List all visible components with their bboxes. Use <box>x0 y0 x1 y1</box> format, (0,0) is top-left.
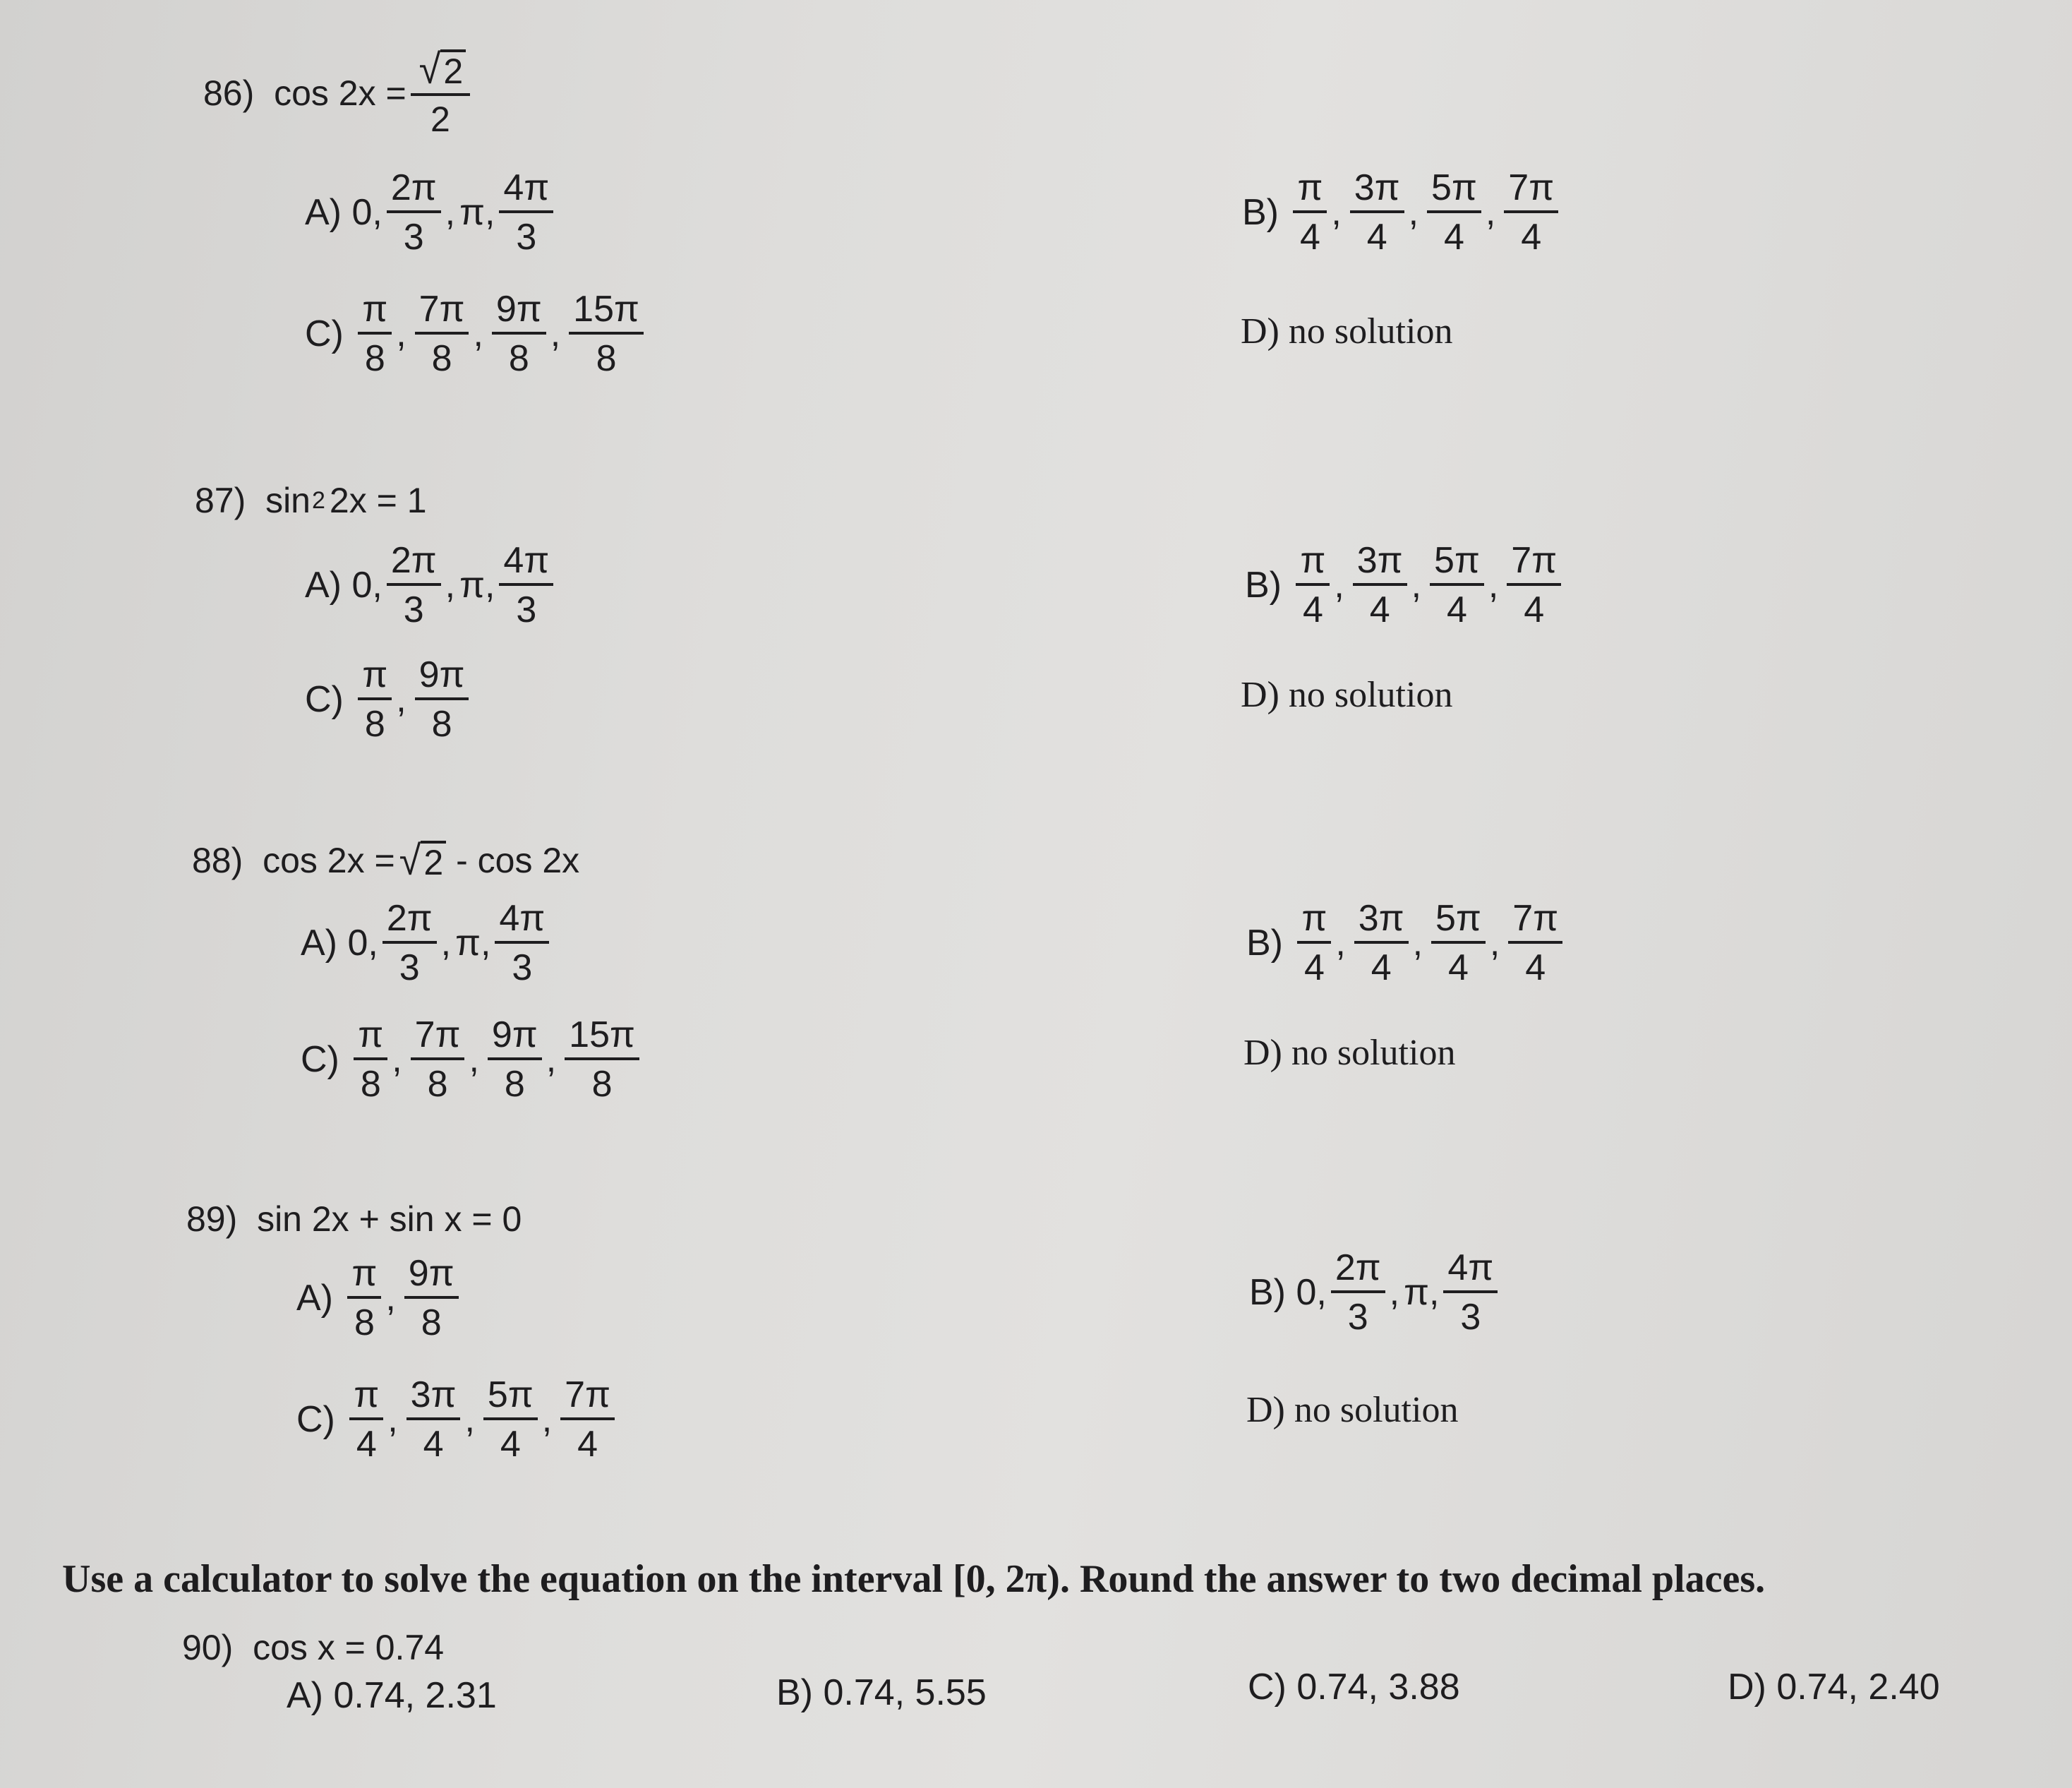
choice-90-b[interactable]: B) 0.74, 5.55 <box>776 1672 987 1713</box>
problem-89-stem: 89) sin 2x + sin x = 0 <box>186 1199 522 1239</box>
choice-87-c[interactable]: C) $\frac{\pi}{8}$ , $\frac{9\pi}{8}$ <box>305 656 473 743</box>
stem-fraction: √ 2 2 <box>411 49 471 137</box>
sqrt-symbol: √ 2 <box>419 49 466 89</box>
problem-number: 87) <box>195 481 246 520</box>
choice-89-a[interactable]: A) $\frac{\pi}{8}$ , $\frac{9\pi}{8}$ <box>296 1255 463 1341</box>
choice-88-d[interactable]: D) no solution <box>1243 1033 1456 1073</box>
choice-90-a[interactable]: A) 0.74, 2.31 <box>287 1675 497 1716</box>
problem-number: 90) <box>182 1628 234 1667</box>
problem-number: 86) <box>203 73 255 113</box>
stem-lhs: cos 2x = <box>274 73 406 113</box>
choice-87-d[interactable]: D) no solution <box>1241 675 1453 715</box>
choice-86-b[interactable]: B) $\frac{\pi}{4}$ , $\frac{3\pi}{4}$ , $\frac{5\pi}{4}$ , $\frac{7\pi}{4}$ <box>1242 169 1562 256</box>
choice-88-c[interactable]: C) $\frac{\pi}{8}$ , $\frac{7\pi}{8}$ , $\frac{9\pi}{8}$ , $\frac{15\pi}{8}$ <box>301 1016 644 1103</box>
choice-90-d[interactable]: D) 0.74, 2.40 <box>1728 1667 1940 1708</box>
choice-89-b[interactable]: B) 0, $\frac{2\pi}{3}$ , π, $\frac{4\pi}{3}$ <box>1249 1249 1502 1336</box>
choice-86-c[interactable]: C) $\frac{\pi}{8}$ , $\frac{7\pi}{8}$ , $\frac{9\pi}{8}$ , $\frac{15\pi}{8}$ <box>305 291 648 377</box>
problem-number: 88) <box>192 841 243 880</box>
choice-90-c[interactable]: C) 0.74, 3.88 <box>1248 1667 1460 1708</box>
problem-90-stem: 90) cos x = 0.74 <box>182 1628 445 1667</box>
problem-number: 89) <box>186 1199 238 1239</box>
sqrt-symbol: √ 2 <box>399 841 447 880</box>
choice-89-d[interactable]: D) no solution <box>1246 1390 1459 1430</box>
problem-88-stem: 88) cos 2x = √ 2 - cos 2x <box>192 836 580 884</box>
choice-88-b[interactable]: B) $\frac{\pi}{4}$ , $\frac{3\pi}{4}$ , $\frac{5\pi}{4}$ , $\frac{7\pi}{4}$ <box>1246 900 1567 986</box>
problem-86-stem <box>203 45 474 139</box>
choice-88-a[interactable]: A) 0, $\frac{2\pi}{3}$ , π, $\frac{4\pi}{3}$ <box>301 900 553 986</box>
problem-87-stem: 87) sin 2 2x = 1 <box>195 481 427 520</box>
choice-86-a[interactable]: A) 0, $\frac{2\pi}{3}$ , π, $\frac{4\pi}{3}$ <box>305 169 558 256</box>
section-instruction: Use a calculator to solve the equation on the interval [0, 2π). Round the answer to two decimal places. <box>62 1557 1766 1601</box>
choice-86-d[interactable]: D) no solution <box>1241 311 1453 352</box>
choice-87-b[interactable]: B) $\frac{\pi}{4}$ , $\frac{3\pi}{4}$ , $\frac{5\pi}{4}$ , $\frac{7\pi}{4}$ <box>1245 542 1565 628</box>
choice-87-a[interactable]: A) 0, $\frac{2\pi}{3}$ , π, $\frac{4\pi}{3}$ <box>305 542 558 628</box>
choice-89-c[interactable]: C) $\frac{\pi}{4}$ , $\frac{3\pi}{4}$ , $\frac{5\pi}{4}$ , $\frac{7\pi}{4}$ <box>296 1376 619 1463</box>
